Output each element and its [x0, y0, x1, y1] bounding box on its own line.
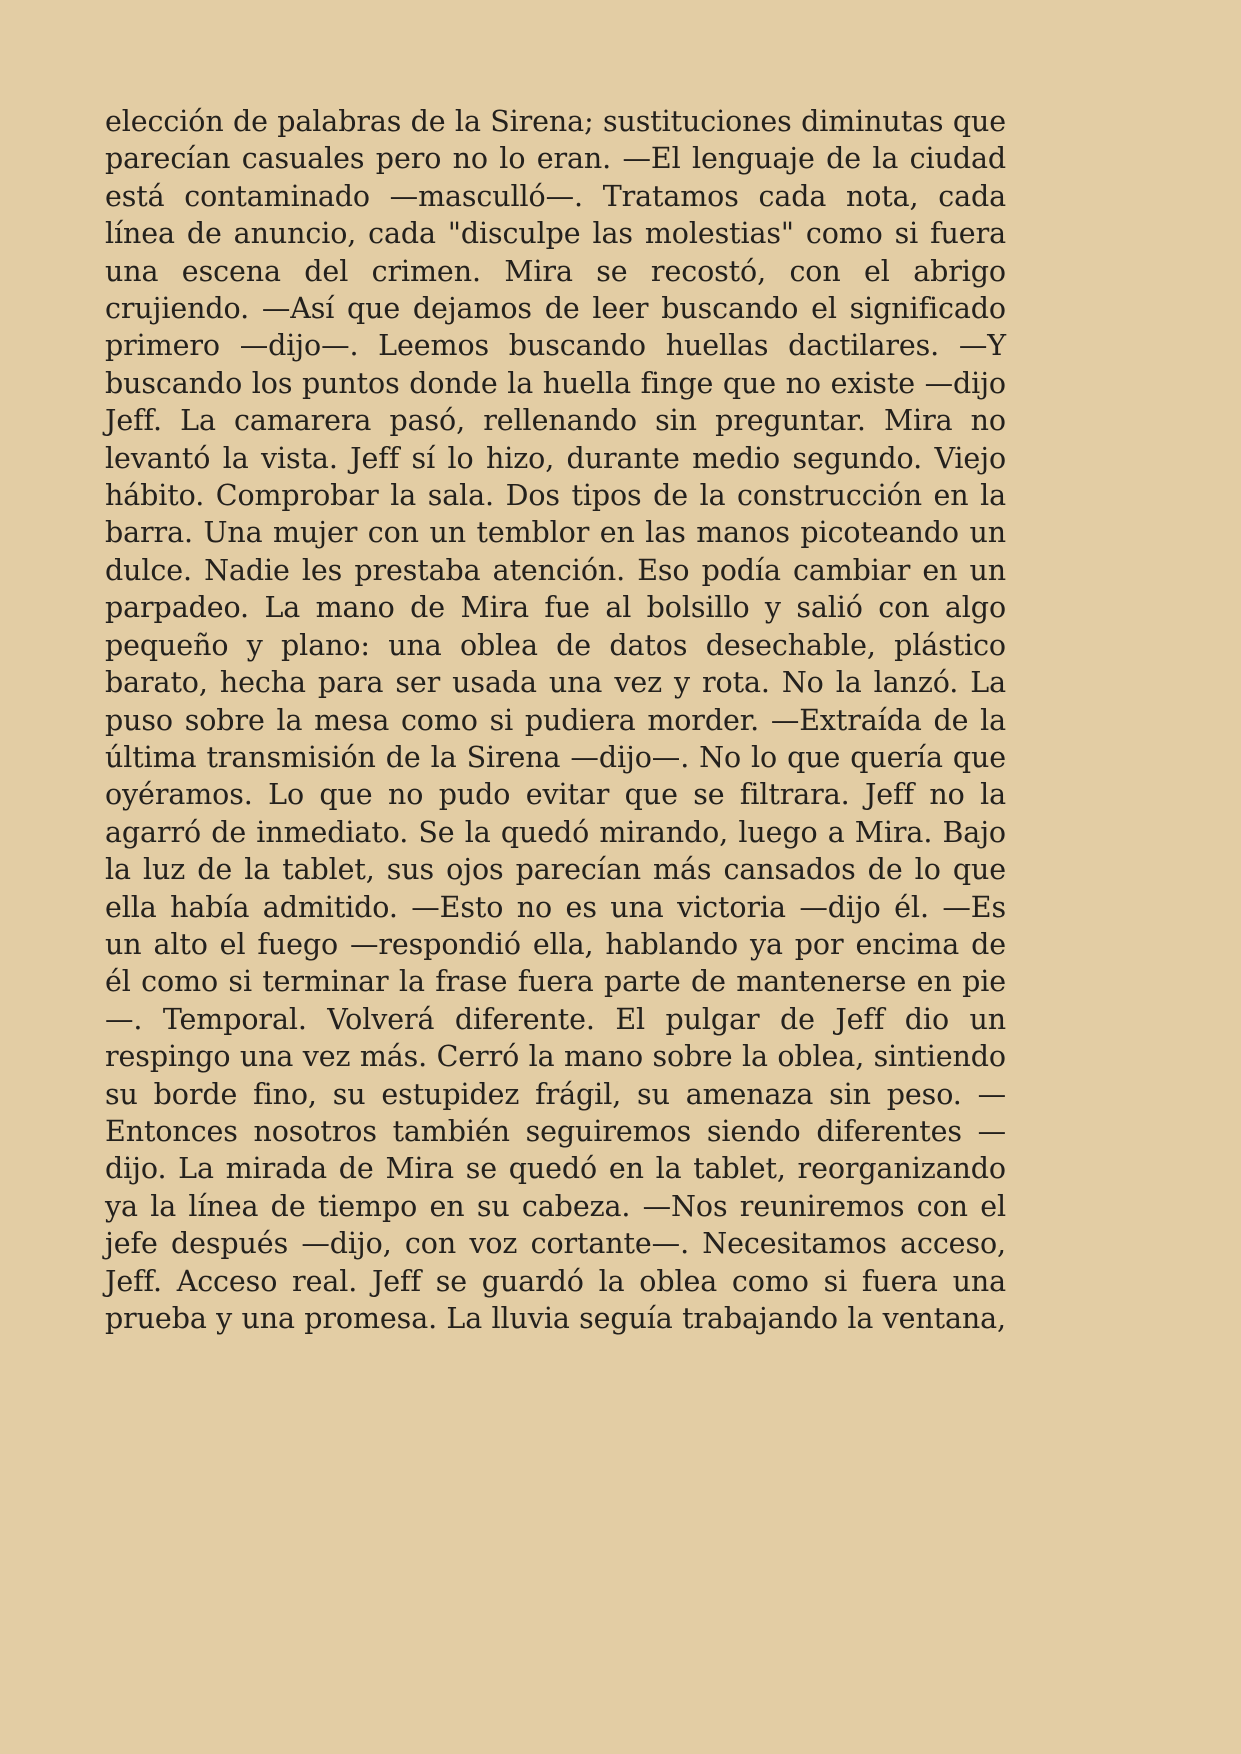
body-paragraph: elección de palabras de la Sirena; sustituciones diminutas que parecían casuales pero no lo eran. —El lenguaje de la ciudad está contaminado —masculló—. Tratamos cada nota, cada línea de anuncio, cada "disculpe las molestias" como si fuera una escena del crimen. Mira se recostó, con el abrigo crujiendo. —Así que dejamos de leer buscando el significado primero —dijo—. Leemos buscando huellas dactilares. —Y buscando los puntos donde la huella finge que no existe —dijo Jeff. La camarera pasó, rellenando sin preguntar. Mira no levantó la vista. Jeff sí lo hizo, durante medio segundo. Viejo hábito. Comprobar la sala. Dos tipos de la construcción en la barra. Una mujer con un temblor en las manos picoteando un dulce. Nadie les prestaba atención. Eso podía cambiar en un parpadeo. La mano de Mira fue al bolsillo y salió con algo pequeño y plano: una oblea de datos desechable, plástico barato, hecha para ser usada una vez y rota. No la lanzó. La puso sobre la mesa como si pudiera morder. —Extraída de la última transmisión de la Sirena —dijo—. No lo que quería que oyéramos. Lo que no pudo evitar que se filtrara. Jeff no la agarró de inmediato. Se la quedó mirando, luego a Mira. Bajo la luz de la tablet, sus ojos parecían más cansados de lo que ella había admitido. —Esto no es una victoria —dijo él. —Es un alto el fuego —respondió ella, hablando ya por encima de él como si terminar la frase fuera parte de mantenerse en pie—. Temporal. Volverá diferente. El pulgar de Jeff dio un respingo una vez más. Cerró la mano sobre la oblea, sintiendo su borde fino, su estupidez frágil, su amenaza sin peso. —Entonces nosotros también seguiremos siendo diferentes —dijo. La mirada de Mira se quedó en la tablet, reorganizando ya la línea de tiempo en su cabeza. —Nos reuniremos con el jefe después —dijo, con voz cortante—. Necesitamos acceso, Jeff. Acceso real. Jeff se guardó la oblea como si fuera una prueba y una promesa. La lluvia seguía trabajando la ventana,: [105, 105, 1006, 1335]
text-column: [105, 103, 1006, 1375]
